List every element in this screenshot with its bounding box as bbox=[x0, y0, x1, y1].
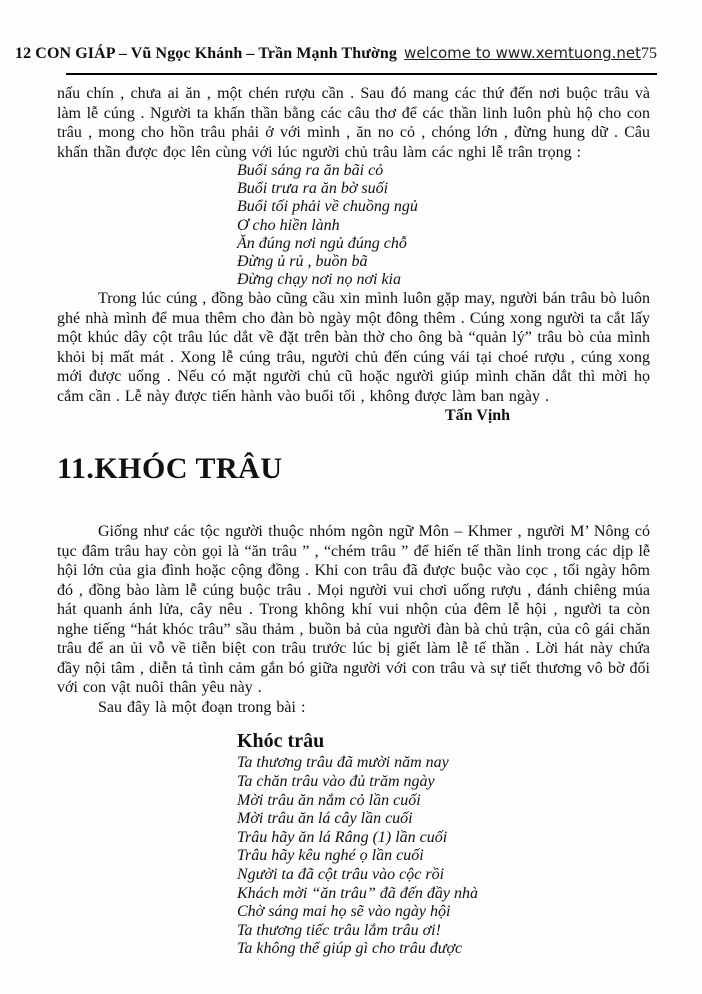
poem-line: Ta thương tiếc trâu lắm trâu ơi! bbox=[237, 921, 441, 939]
poem-line: Ta chăn trâu vào đủ trăm ngày bbox=[237, 773, 435, 791]
poem-line: Buổi sáng ra ăn bãi cỏ bbox=[237, 162, 384, 179]
paragraph-intro: Giống như các tộc người thuộc nhóm ngôn ngữ Môn – Khmer , người M’ Nông có tục đâm trâu hay còn gọi là “ăn trâu ” , “chém trâu ” để hiến tế thần linh trong các dịp lễ hội lớn của gia đình hoặc cộng đồng . Khi con trâu đã được buộc vào cọc , tối ngày hôm đó , đồng bào làm lễ cúng buộc trâu . Mọi người vui chơi uống rượu , đánh chiêng múa hát quanh ánh lửa, cây nêu . Trong không khí vui nhộn của đêm lễ hội , người ta còn nghe tiếng “hát khóc trâu” sầu thảm , buồn bả của người đàn bà chủ trận, của cô gái chăn trâu để an ủi vỗ về tiễn biệt con trâu trước lúc bị giết làm lễ tế thần . Lời hát này chứa đầy nội tâm , diễn tả tình cảm gắn bó giữa người với con trâu và sự tiết thương vô bờ đối với con vật nuôi thân yêu này . bbox=[57, 523, 650, 697]
paragraph-lead: Sau đây là một đoạn trong bài : bbox=[98, 698, 306, 716]
poem-line: Khách mời “ăn trâu” đã đến đầy nhà bbox=[237, 884, 478, 902]
page-header bbox=[15, 42, 657, 65]
poem-line: Ăn đúng nơi ngủ đúng chỗ bbox=[237, 234, 407, 252]
poem-line: Ta không thể giúp gì cho trâu được bbox=[237, 940, 463, 958]
paragraph-cung: Trong lúc cúng , đồng bào cũng cầu xin mình luôn gặp may, người bán trâu bò luôn ghé nhà mình để mua thêm cho đàn bò ngày một đông thêm . Cúng xong người ta cắt lấy một khúc dây cột trâu lúc dắt về đặt trên bàn thờ cho ông bà “quản lý” trâu bò của mình khỏi bị mất mát . Xong lễ cúng trâu, người chủ đến cúng vái tại choé rượu , cúng xong mới được uống . Nếu có mặt người chủ cũ hoặc người giúp mình chăn dắt thì mời họ cắm cần . Lễ này được tiến hành vào buổi tối , không được làm ban ngày . bbox=[57, 290, 650, 405]
poem-line: Đừng chạy nơi nọ nơi kia bbox=[237, 271, 401, 289]
page-number: 75 bbox=[641, 45, 657, 62]
poem-line: Buổi trưa ra ăn bờ suối bbox=[237, 180, 389, 198]
poem-line: Buổi tối phải về chuồng ngủ bbox=[237, 198, 418, 216]
poem-line: Chờ sáng mai họ sẽ vào ngày hội bbox=[237, 903, 451, 921]
poem-title: Khóc trâu bbox=[237, 730, 325, 753]
poem-line: Trâu hãy ăn lá Râng (1) lần cuối bbox=[237, 828, 448, 846]
poem-line: Trâu hãy kêu nghé ọ lần cuối bbox=[237, 847, 424, 865]
site-link[interactable]: welcome to www.xemtuong.net bbox=[404, 44, 641, 62]
book-title: 12 CON GIÁP – Vũ Ngọc Khánh – Trần Mạnh Thường bbox=[15, 45, 397, 62]
poem-line: Ơ cho hiền lành bbox=[237, 216, 340, 234]
poem-line: Người ta đã cột trâu vào cộc rồi bbox=[237, 865, 445, 883]
ritual-poem bbox=[237, 162, 657, 289]
poem-line: Đừng ủ rủ , buồn bã bbox=[237, 253, 368, 271]
author-signature: Tấn Vịnh bbox=[445, 407, 511, 425]
khoc-trau-poem bbox=[237, 754, 657, 959]
poem-line: Ta thương trâu đã mười năm nay bbox=[237, 754, 449, 772]
poem-line: Mời trâu ăn nắm cỏ lần cuối bbox=[237, 791, 421, 809]
header-right bbox=[404, 42, 657, 65]
poem-line: Mời trâu ăn lá cây lần cuối bbox=[237, 810, 413, 828]
paragraph-continuation: nấu chín , chưa ai ăn , một chén rượu cần . Sau đó mang các thứ đến nơi buộc trâu và làm lễ cúng . Người ta khấn thần bằng các câu thơ để các thần linh luôn phù hộ cho con trâu , mong cho hồn trâu phải ở với mình , ăn no cỏ , chóng lớn , đừng hung dữ . Câu khấn thần được đọc lên cùng với lúc người chủ trâu làm các nghi lễ trân trọng : bbox=[57, 85, 650, 161]
chapter-heading: 11.KHÓC TRÂU bbox=[57, 452, 283, 486]
header-rule bbox=[66, 73, 657, 75]
